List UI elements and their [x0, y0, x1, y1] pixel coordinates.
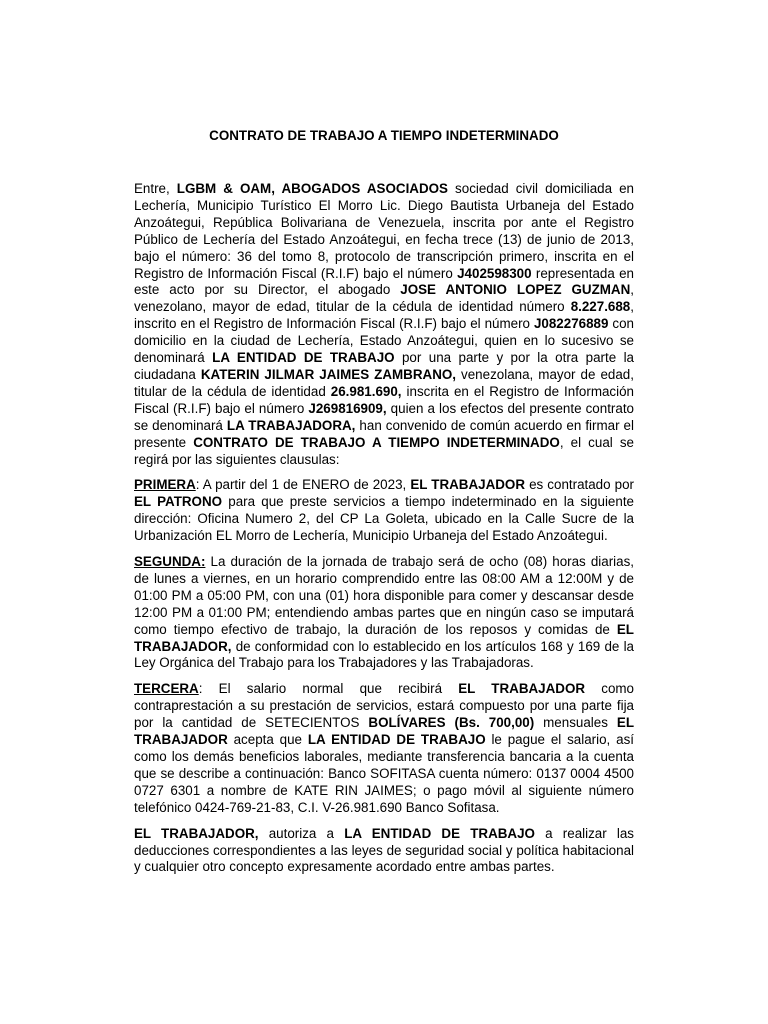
bold-text: EL TRABAJADOR [134, 715, 635, 748]
bold-text: BOLÍVARES (Bs. 700,00) [368, 715, 535, 731]
text-run: , venezolano, mayor de edad, titular de la cédula de identidad número [134, 282, 634, 315]
paragraph-clause-segunda [134, 554, 634, 672]
bold-text: EL TRABAJADOR [410, 477, 526, 493]
text-run: Entre, [134, 181, 177, 196]
text-run: quien a los efectos del presente contrato se denominará [134, 400, 634, 433]
bold-text: 8.227.688 [570, 299, 631, 315]
bold-text: J402598300 [457, 265, 532, 281]
text-run: le pague el salario, así como los demás beneficios laborales, mediante transferencia bancaria a la cuenta que se describe a continuación: Banco SOFITASA cuenta número: 0137 0004 4500 0727 6301 a nombre de KATE RIN JAIMES; o pago móvil al siguiente número telefónico 0424-769-21-83, C.I. V-26.981.690 Banco Sofitasa. [134, 732, 634, 815]
bold-text: LA ENTIDAD DE TRABAJO [307, 732, 486, 748]
text-run: La duración de la jornada de trabajo será de ocho (08) horas diarias, de lunes a viernes, en un horario comprendido entre las 08:00 AM a 12:00M y de 01:00 PM a 05:00 PM, con una (01) hora disponible para comer y descansar desde 12:00 PM a 01:00 PM; entendiendo ambas partes que en ningún caso se imputará como tiempo efectivo de trabajo, la duración de los reposos y comidas de [134, 554, 634, 637]
document-title: CONTRATO DE TRABAJO A TIEMPO INDETERMINADO [209, 128, 559, 143]
text-run: con domicilio en la ciudad de Lechería, Estado Anzoátegui, quien en lo sucesivo se denominará [134, 316, 634, 366]
bold-text: LA ENTIDAD DE TRABAJO [344, 825, 535, 841]
bold-text: EL TRABAJADOR [458, 681, 586, 697]
text-run: , inscrito en el Registro de Información Fiscal (R.I.F) bajo el número [134, 299, 634, 332]
text-run: inscrita en el Registro de Información Fiscal (R.I.F) bajo el número [134, 383, 634, 416]
text-run: sociedad civil domiciliada en Lechería, Municipio Turístico El Morro Lic. Diego Bautista Urbaneja del Estado Anzoátegui, República Bolivariana de Venezuela, inscrita por ante el Registro Público de Lechería del Estado Anzoátegui, en fecha trece (13) de junio de 2013, bajo el número: 36 del tomo 8, protocolo de transcripción primero, inscrita en el Registro de Información Fiscal (R.I.F) bajo el número [134, 181, 634, 281]
paragraph-clause-tercera [134, 681, 634, 816]
text-run: acepta que [227, 732, 308, 748]
text-run: de conformidad con lo establecido en los artículos 168 y 169 de la Ley Orgánica del Trabajo para los Trabajadores y las Trabajadoras. [134, 638, 634, 671]
clause-heading: TERCERA [134, 681, 199, 697]
text-run: representada en este acto por su Director, el abogado [134, 265, 634, 298]
text-run: para que preste servicios a tiempo indeterminado en la siguiente dirección: Oficina Numero 2, del CP La Goleta, ubicado en la Calle Sucre de la Urbanización EL Morro de Lechería, Municipio Urbaneja del Estado Anzoátegui. [134, 494, 634, 544]
text-run: , el cual se regirá por las siguientes clausulas: [134, 434, 634, 467]
paragraph-authorization [134, 826, 634, 877]
bold-text: EL TRABAJADOR, [134, 825, 259, 841]
document-page [134, 128, 634, 876]
text-run: como contraprestación a su prestación de servicios, estará compuesto por una parte fija por la cantidad de SETECIENTOS [134, 681, 634, 731]
clause-heading: SEGUNDA: [134, 554, 206, 570]
bold-text: JOSE ANTONIO LOPEZ GUZMAN [400, 282, 631, 298]
bold-text: LA ENTIDAD DE TRABAJO [212, 350, 395, 366]
text-run: mensuales [534, 715, 617, 731]
bold-text: LA TRABAJADORA, [226, 417, 356, 433]
text-run: es contratado por [525, 477, 635, 493]
paragraph-intro [134, 181, 634, 468]
text-run: venezolana, mayor de edad, titular de la cédula de identidad [134, 366, 634, 399]
text-run: por una parte y por la otra parte la ciudadana [134, 350, 634, 382]
text-run: han convenido de común acuerdo en firmar el presente [134, 417, 634, 450]
text-run: a realizar las deducciones correspondientes a las leyes de seguridad social y política habitacional y cualquier otro concepto expresamente acordado entre ambas partes. [134, 825, 634, 875]
bold-text: LGBM & OAM, ABOGADOS ASOCIADOS [176, 181, 448, 196]
bold-text: CONTRATO DE TRABAJO A TIEMPO INDETERMINADO [193, 434, 560, 450]
clause-heading: PRIMERA [134, 477, 196, 493]
text-run: : El salario normal que recibirá [198, 681, 459, 697]
bold-text: EL TRABAJADOR, [134, 621, 634, 654]
bold-text: EL PATRONO [134, 494, 223, 510]
bold-text: J082276889 [533, 316, 609, 332]
bold-text: J269816909, [308, 400, 387, 416]
paragraph-clause-primera [134, 477, 634, 545]
text-run: : A partir del 1 de ENERO de 2023, [195, 477, 411, 493]
bold-text: 26.981.690, [330, 383, 402, 399]
text-run: autoriza a [258, 825, 345, 841]
bold-text: KATERIN JILMAR JAIMES ZAMBRANO, [200, 366, 456, 382]
